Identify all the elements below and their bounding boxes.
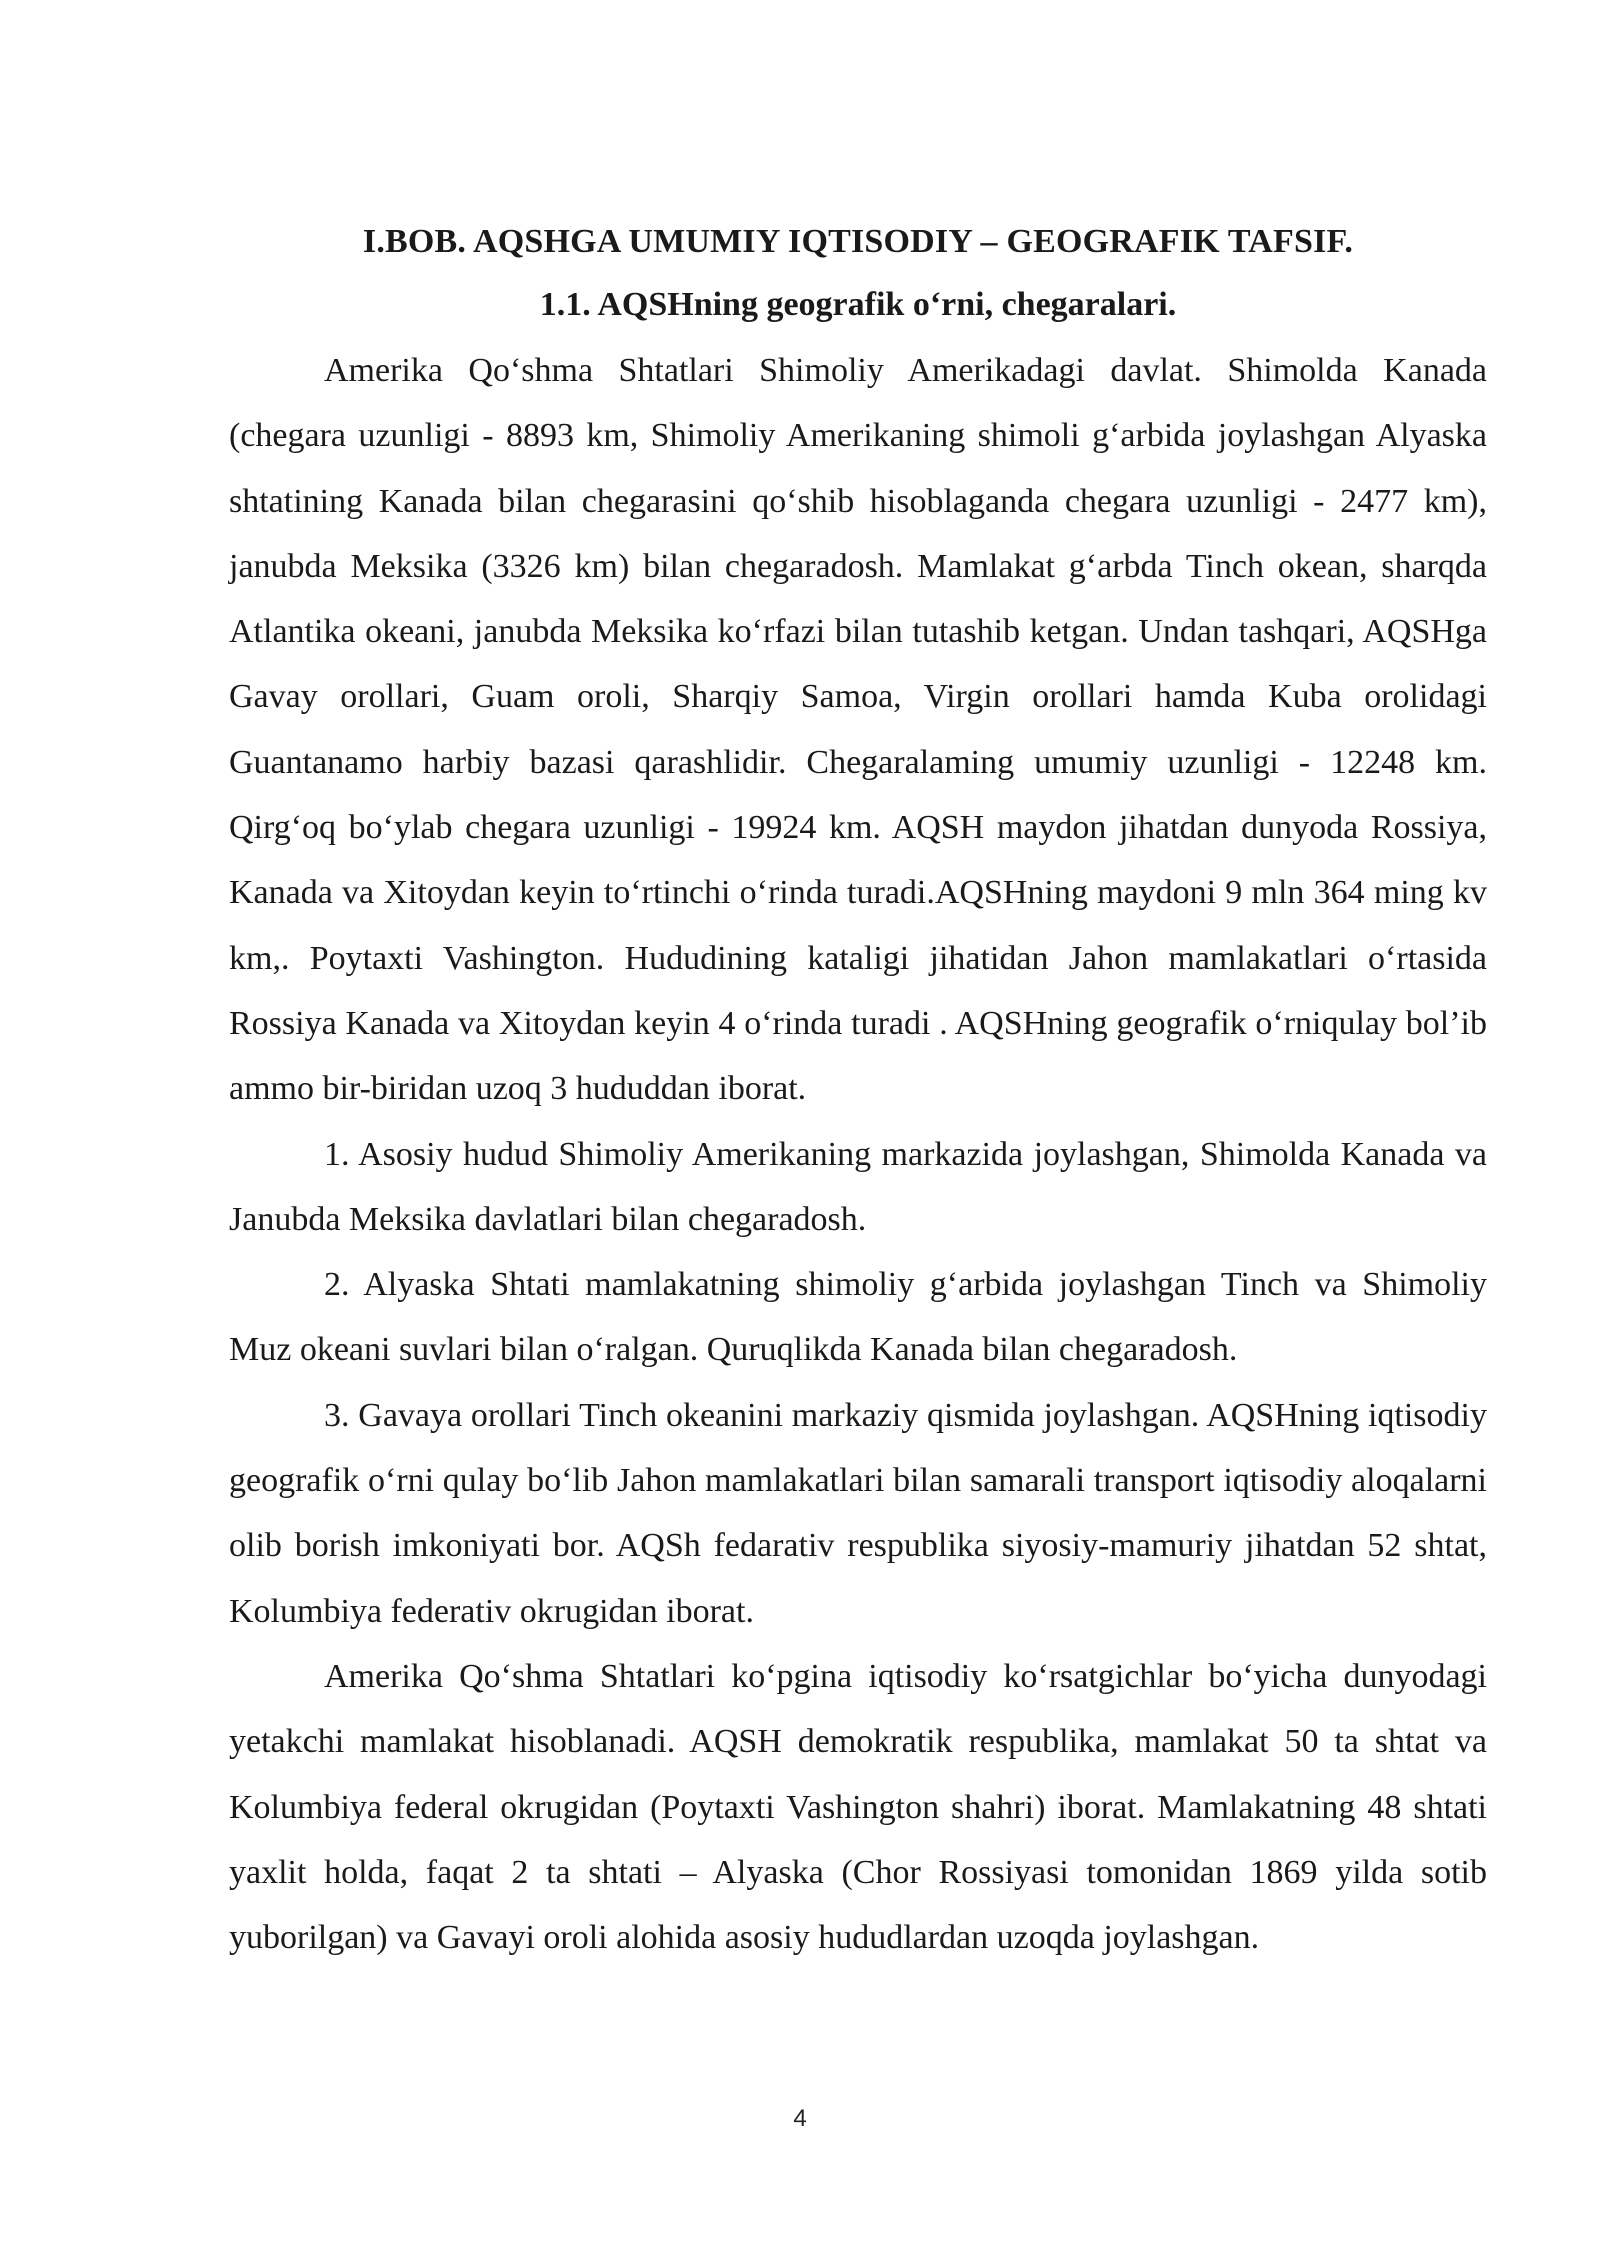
paragraph-region-1: 1. Asosiy hudud Shimoliy Amerikaning markazida joylashgan, Shimolda Kanada va Janubda Meksika davlatlari bilan chegaradosh. [229, 1135, 1487, 1238]
paragraph-region-3: 3. Gavaya orollari Tinch okeanini markaziy qismida joylashgan. AQSHning iqtisodiy geografik o‘rni qulay bo‘lib Jahon mamlakatlari bilan samarali transport iqtisodiy aloqalarni olib borish imkoniyati bor. AQSh fedarativ respublika siyosiy-mamuriy jihatdan 52 shtat, Kolumbiya federativ okrugidan iborat. [229, 1396, 1487, 1630]
page-number: 4 [793, 2105, 807, 2132]
section-title: 1.1. AQSHning geografik o‘rni, chegaralari. [539, 286, 1177, 323]
paragraph-region-2: 2. Alyaska Shtati mamlakatning shimoliy g‘arbida joylashgan Tinch va Shimoliy Muz okeani suvlari bilan o‘ralgan. Quruqlikda Kanada bilan chegaradosh. [229, 1266, 1487, 1369]
paragraph-intro: Amerika Qo‘shma Shtatlari Shimoliy Amerikadagi davlat. Shimolda Kanada (chegara uzunligi - 8893 km, Shimoliy Amerikaning shimoli g‘arbida joylashgan Alyaska shtatining Kanada bilan chegarasini qo‘shib hisoblaganda chegara uzunligi - 2477 km), janubda Meksika (3326 km) bilan chegaradosh. Mamlakat g‘arbda Tinch okean, sharqda Atlantika okeani, janubda Meksika ko‘rfazi bilan tutashib ketgan. Undan tashqari, AQSHga Gavay orollari, Guam oroli, Sharqiy Samoa, Virgin orollari hamda Kuba orolidagi Guantanamo harbiy bazasi qarashlidir. Chegaralaming umumiy uzunligi - 12248 km. Qirg‘oq bo‘ylab chegara uzunligi - 19924 km. AQSH maydon jihatdan dunyoda Rossiya, Kanada va Xitoydan keyin to‘rtinchi o‘rinda turadi.AQSHning maydoni 9 mln 364 ming kv km,. Poytaxti Vashington. Hududining kataligi jihatidan Jahon mamlakatlari o‘rtasida Rossiya Kanada va Xitoydan keyin 4 o‘rinda turadi . AQSHning geografik o‘rniqulay bol’ib ammo bir-biridan uzoq 3 hududdan iborat. [229, 352, 1487, 1108]
page-content [229, 212, 1487, 1970]
paragraph-summary: Amerika Qo‘shma Shtatlari ko‘pgina iqtisodiy ko‘rsatgichlar bo‘yicha dunyodagi yetakchi mamlakat hisoblanadi. AQSH demokratik respublika, mamlakat 50 ta shtat va Kolumbiya federal okrugidan (Poytaxti Vashington shahri) iborat. Mamlakatning 48 shtati yaxlit holda, faqat 2 ta shtati – Alyaska (Chor Rossiyasi tomonidan 1869 yilda sotib yuborilgan) va Gavayi oroli alohida asosiy hududlardan uzoqda joylashgan. [229, 1657, 1487, 1957]
chapter-title: I.BOB. AQSHGA UMUMIY IQTISODIY – GEOGRAFIK TAFSIF. [362, 223, 1354, 260]
